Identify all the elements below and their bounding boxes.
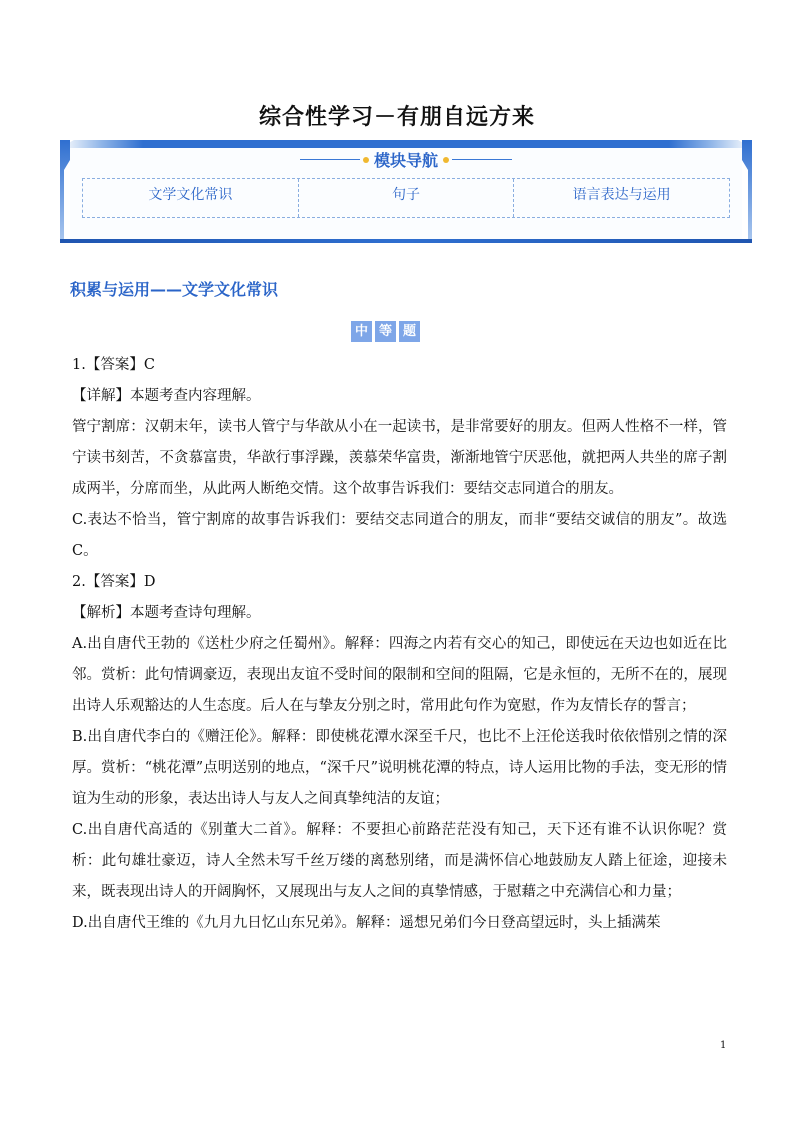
section-heading: 积累与运用——文学文化常识 [70,280,279,299]
answer-body [72,350,727,939]
level-char: 中 [351,321,372,342]
page-number: 1 [720,1040,727,1051]
paragraph: C.出自唐代高适的《别董大二首》。解释：不要担心前路茫茫没有知己，天下还有谁不认识你呢？赏析：此句雄壮豪迈，诗人全然未写千丝万缕的离愁别绪，而是满怀信心地鼓励友人踏上征途，迎接未来，既表现出诗人的开阔胸怀，又展现出与友人之间的真挚情感，于慰藉之中充满信心和力量； [72,822,727,900]
nav-bottom-decoration [60,239,752,243]
header-right-line [452,159,512,160]
paragraph: C.表达不恰当，管宁割席的故事告诉我们：要结交志同道合的朋友，而非“要结交诚信的朋友”。故选C。 [72,512,727,559]
nav-items [82,178,730,218]
nav-top-decoration [60,140,752,148]
answer-line: 2.【答案】D [72,574,156,590]
explanation-line: 【详解】本题考查内容理解。 [72,388,261,404]
paragraph: D.出自唐代王维的《九月九日忆山东兄弟》。解释：遥想兄弟们今日登高望远时，头上插满茱 [72,915,661,931]
answer-line: 1.【答案】C [72,357,155,373]
paragraph: 管宁割席：汉朝末年，读书人管宁与华歆从小在一起读书，是非常要好的朋友。但两人性格不一样，管宁读书刻苦，不贪慕富贵，华歆行事浮躁，羡慕荣华富贵，渐渐地管宁厌恶他，就把两人共坐的席子割成两半，分席而坐，从此两人断绝交情。这个故事告诉我们：要结交志同道合的朋友。 [72,419,727,497]
document-title: 综合性学习－有朋自远方来 [258,105,535,130]
paragraph: B.出自唐代李白的《赠汪伦》。解释：即使桃花潭水深至千尺，也比不上汪伦送我时依依惜别之情的深厚。赏析：“桃花潭”点明送别的地点，“深千尺”说明桃花潭的特点，诗人运用比物的手法，变无形的情谊为生动的形象，表达出诗人与友人之间真挚纯洁的友谊； [72,729,727,807]
header-right-dot [443,157,449,163]
explanation-line: 【解析】本题考查诗句理解。 [72,605,261,621]
header-left-dot [363,157,369,163]
level-char: 题 [399,321,420,342]
nav-item-language-expression[interactable]: 语言表达与运用 [572,187,671,203]
difficulty-level-badge [351,321,420,342]
nav-item-literary-knowledge[interactable]: 文学文化常识 [83,179,299,217]
module-navigation [60,140,752,243]
header-left-line [300,159,360,160]
paragraph: A.出自唐代王勃的《送杜少府之任蜀州》。解释：四海之内若有交心的知己，即使远在天边也如近在比邻。赏析：此句情调豪迈，表现出友谊不受时间的限制和空间的阻隔，它是永恒的，无所不在的，展现出诗人乐观豁达的人生态度。后人在与挚友分别之时，常用此句作为宽慰，作为友情长存的誓言； [72,636,727,714]
nav-header [60,148,752,172]
nav-header-label: 模块导航 [373,151,438,170]
level-char: 等 [375,321,396,342]
nav-item-sentences[interactable]: 句子 [299,179,515,217]
